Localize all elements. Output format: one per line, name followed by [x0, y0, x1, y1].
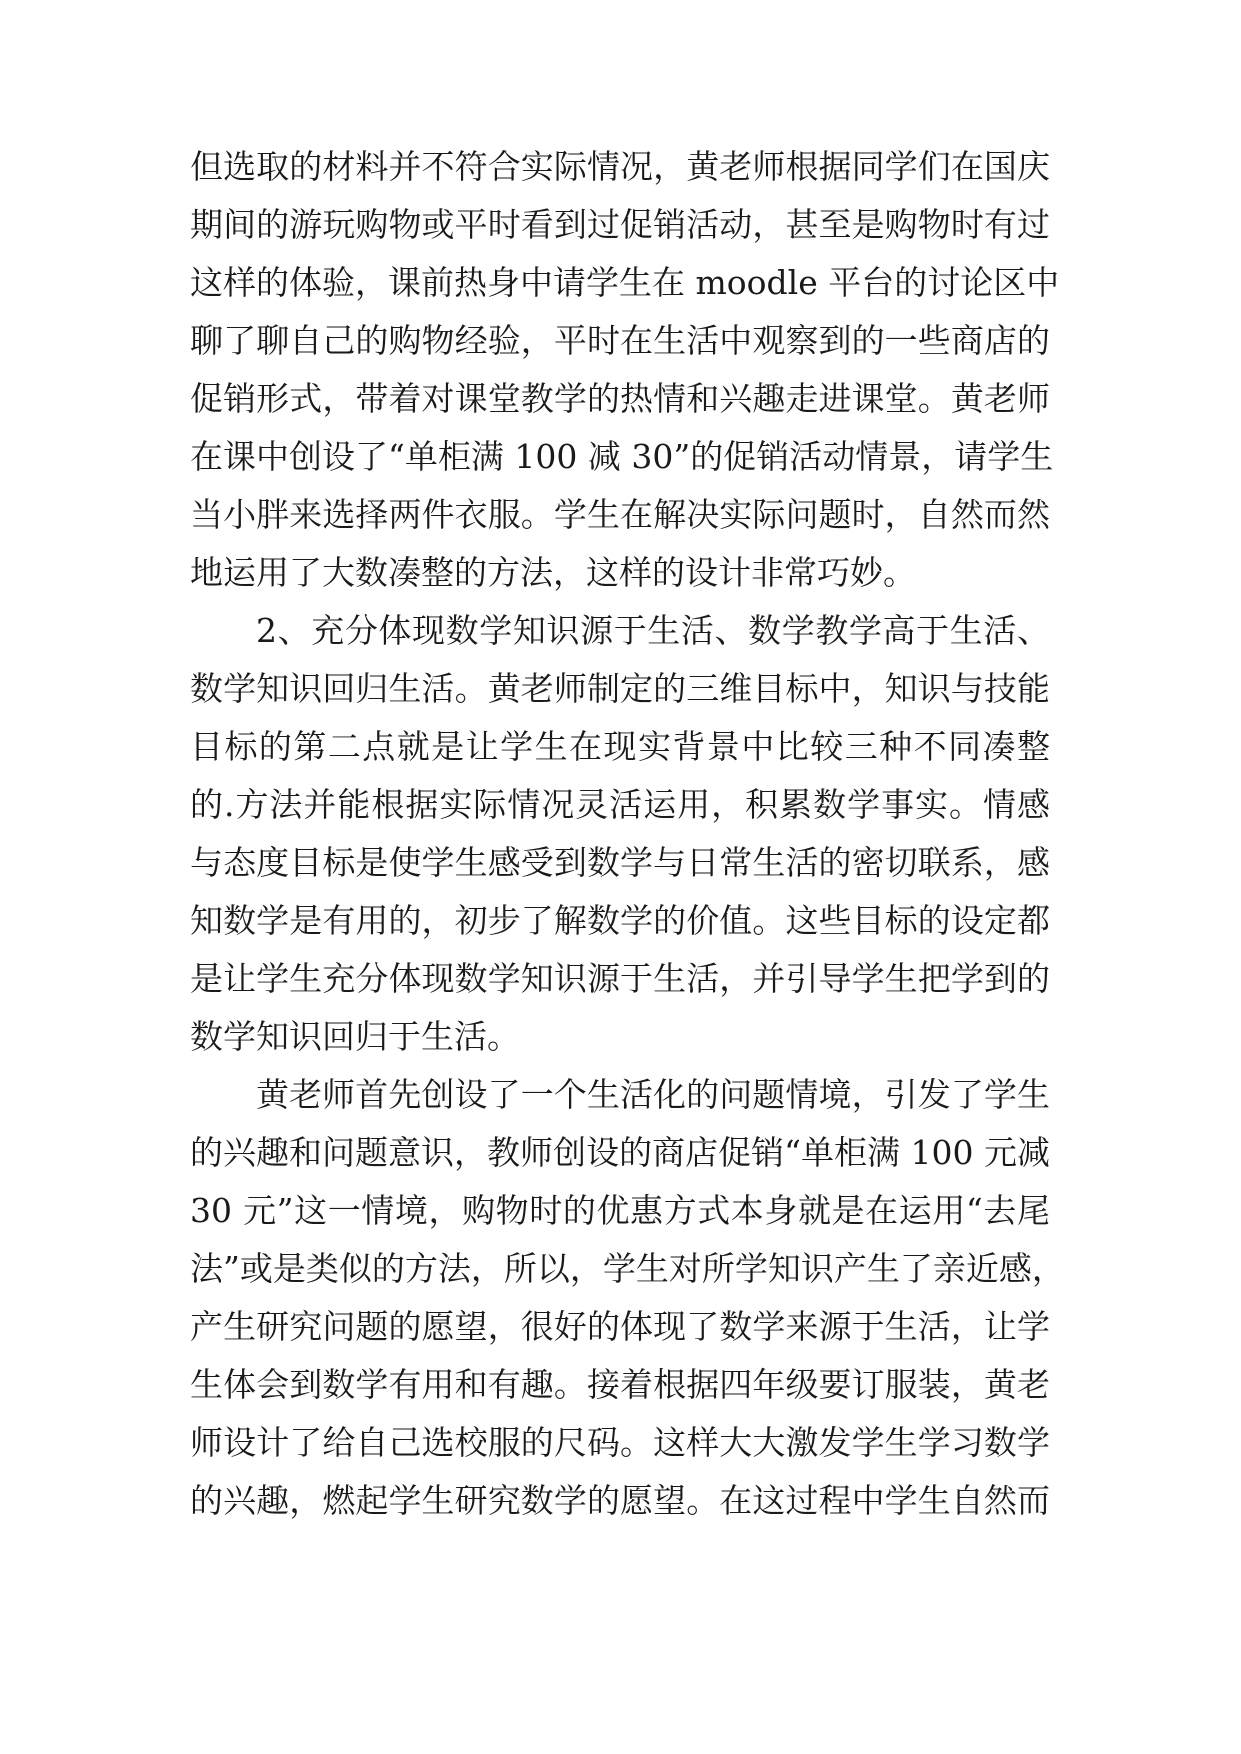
- text-line: 地运用了大数凑整的方法，这样的设计非常巧妙。: [190, 553, 916, 592]
- text-line: 期间的游玩购物或平时看到过促销活动，甚至是购物时有过: [190, 205, 1050, 244]
- text-line: 师设计了给自己选校服的尺码。这样大大激发学生学习数学: [190, 1423, 1050, 1462]
- text-line: 是让学生充分体现数学知识源于生活，并引导学生把学到的: [190, 959, 1050, 998]
- text-line: 数学知识回归于生活。: [190, 1017, 520, 1056]
- text-line: 与态度目标是使学生感受到数学与日常生活的密切联系，感: [190, 843, 1050, 882]
- text-line: 目标的第二点就是让学生在现实背景中比较三种不同凑整: [190, 727, 1050, 766]
- text-line: 的兴趣，燃起学生研究数学的愿望。在这过程中学生自然而: [190, 1481, 1050, 1520]
- paragraph-3: [190, 1066, 1065, 1530]
- text-line: 知数学是有用的，初步了解数学的价值。这些目标的设定都: [190, 901, 1050, 940]
- text-line: 当小胖来选择两件衣服。学生在解决实际问题时，自然而然: [190, 495, 1050, 534]
- text-line: 数学知识回归生活。黄老师制定的三维目标中，知识与技能: [190, 669, 1050, 708]
- text-line: 生体会到数学有用和有趣。接着根据四年级要订服装，黄老: [190, 1365, 1050, 1404]
- paragraph-1: [190, 138, 1060, 602]
- text-line: 产生研究问题的愿望，很好的体现了数学来源于生活，让学: [190, 1307, 1050, 1346]
- text-line: 促销形式，带着对课堂教学的热情和兴趣走进课堂。黄老师: [190, 379, 1050, 418]
- text-line: 的兴趣和问题意识，教师创设的商店促销“单柜满 100 元减: [190, 1133, 1050, 1172]
- text-line: 这样的体验，课前热身中请学生在 moodle 平台的讨论区中: [190, 263, 1060, 302]
- text-line: 黄老师首先创设了一个生活化的问题情境，引发了学生: [256, 1075, 1050, 1114]
- text-line: 聊了聊自己的购物经验，平时在生活中观察到的一些商店的: [190, 321, 1050, 360]
- paragraph-2: [190, 602, 1050, 1066]
- text-line: 2、充分体现数学知识源于生活、数学教学高于生活、: [256, 611, 1050, 650]
- text-line: 30 元”这一情境，购物时的优惠方式本身就是在运用“去尾: [190, 1191, 1050, 1230]
- text-line: 在课中创设了“单柜满 100 减 30”的促销活动情景，请学生: [190, 437, 1054, 476]
- text-line: 法”或是类似的方法，所以，学生对所学知识产生了亲近感，: [190, 1249, 1065, 1288]
- document-body: [190, 138, 1065, 1530]
- text-line: 但选取的材料并不符合实际情况，黄老师根据同学们在国庆: [190, 147, 1050, 186]
- text-line: 的.方法并能根据实际情况灵活运用，积累数学事实。情感: [190, 785, 1050, 824]
